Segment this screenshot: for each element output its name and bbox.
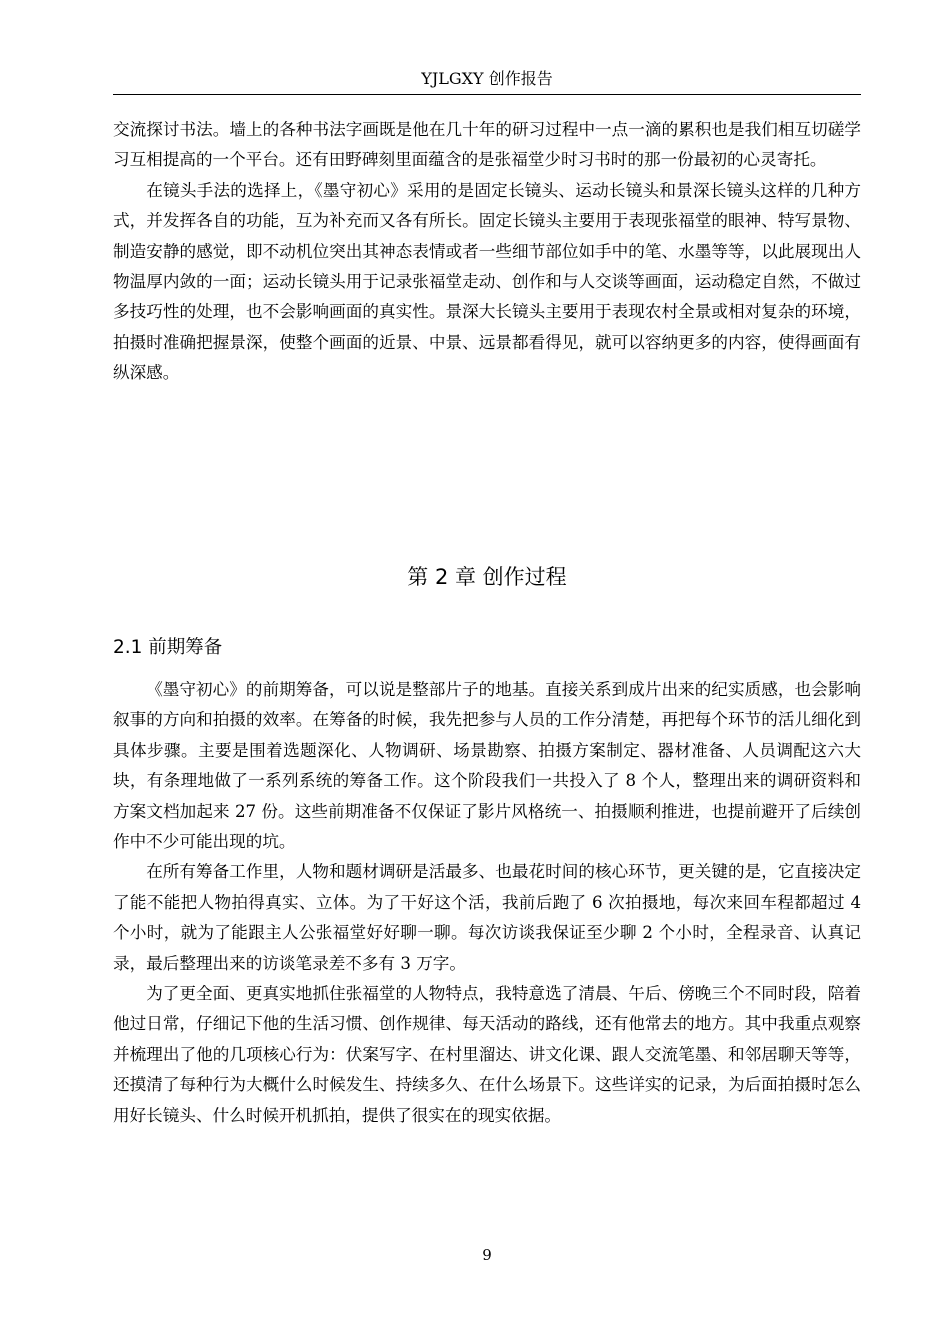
chapter-title: 第 2 章 创作过程 [407, 565, 567, 589]
section-body [113, 675, 861, 1131]
intro-paragraph-2: 在镜头手法的选择上，《墨守初心》采用的是固定长镜头、运动长镜头和景深长镜头这样的几种方式，并发挥各自的功能，互为补充而又各有所长。固定长镜头主要用于表现张福堂的眼神、特写景物、制造安静的感觉，即不动机位突出其神态表情或者一些细节部位如手中的笔、水墨等等，以此展现出人物温厚内敛的一面；运动长镜头用于记录张福堂走动、创作和与人交谈等画面，运动稳定自然，不做过多技巧性的处理，也不会影响画面的真实性。景深大长镜头主要用于表现农村全景或相对复杂的环境，拍摄时准确把握景深，使整个画面的近景、中景、远景都看得见，就可以容纳更多的内容，使得画面有纵深感。 [113, 180, 861, 383]
header-title: YJLGXY 创作报告 [421, 69, 553, 88]
section-title: 2.1 前期筹备 [113, 637, 223, 658]
intro-text [113, 115, 861, 389]
section-paragraph-2: 在所有筹备工作里，人物和题材调研是活最多、也最花时间的核心环节，更关键的是，它直接决定了能不能把人物拍得真实、立体。为了干好这个活，我前后跑了 6 次拍摄地，每次来回车程都超过 4 个小时，就为了能跟主人公张福堂好好聊一聊。每次访谈我保证至少聊 2 个小时，全程录音、认真记录，最后整理出来的访谈笔录差不多有 3 万字。 [113, 862, 861, 973]
section-paragraph-3: 为了更全面、更真实地抓住张福堂的人物特点，我特意选了清晨、午后、傍晚三个不同时段，陪着他过日常，仔细记下他的生活习惯、创作规律、每天活动的路线，还有他常去的地方。其中我重点观察并梳理出了他的几项核心行为：伏案写字、在村里溜达、讲文化课、跟人交流笔墨、和邻居聊天等等，还摸清了每种行为大概什么时候发生、持续多久、在什么场景下。这些详实的记录，为后面拍摄时怎么用好长镜头、什么时候开机抓拍，提供了很实在的现实依据。 [113, 984, 861, 1125]
page-header [113, 68, 861, 95]
page-number: 9 [482, 1246, 492, 1264]
section-paragraph-1: 《墨守初心》的前期筹备，可以说是整部片子的地基。直接关系到成片出来的纪实质感，也会影响叙事的方向和拍摄的效率。在筹备的时候，我先把参与人员的工作分清楚，再把每个环节的活儿细化到具体步骤。主要是围着选题深化、人物调研、场景勘察、拍摄方案制定、器材准备、人员调配这六大块，有条理地做了一系列系统的筹备工作。这个阶段我们一共投入了 8 个人，整理出来的调研资料和方案文档加起来 27 份。这些前期准备不仅保证了影片风格统一、拍摄顺利推进，也提前避开了后续创作中不少可能出现的坑。 [113, 680, 861, 852]
intro-paragraph-1: 交流探讨书法。墙上的各种书法字画既是他在几十年的研习过程中一点一滴的累积也是我们相互切磋学习互相提高的一个平台。还有田野碑刻里面蕴含的是张福堂少时习书时的那一份最初的心灵寄托。 [113, 120, 861, 170]
